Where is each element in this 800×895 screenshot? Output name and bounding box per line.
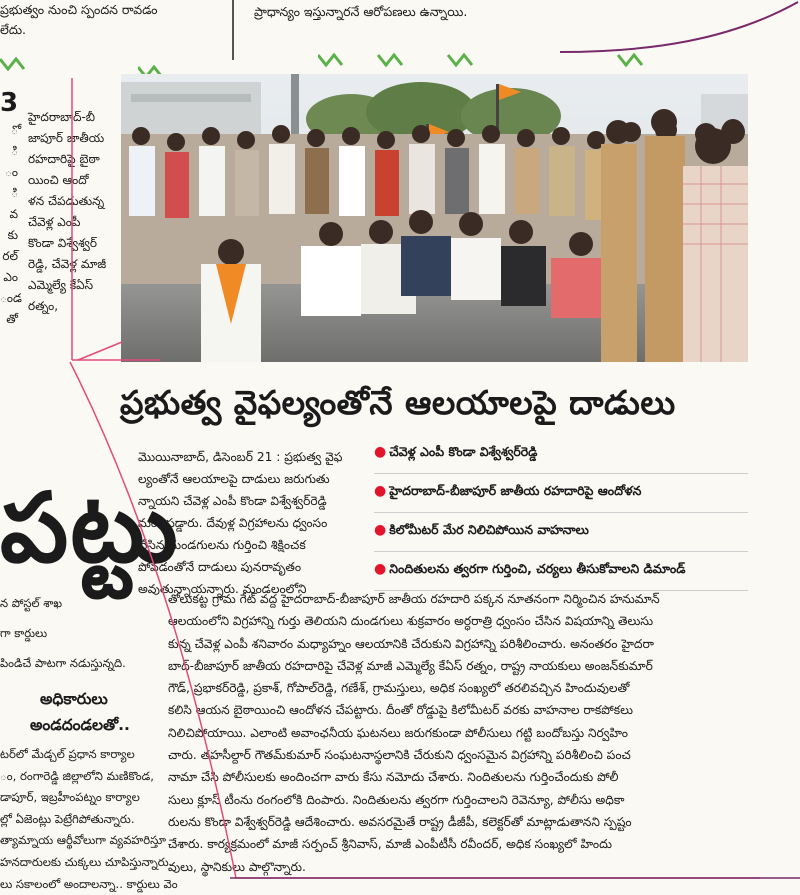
article-line: పోవడంతోనే దాడులు పునరావృతం (138, 560, 302, 574)
zigzag-icon (318, 53, 658, 67)
fragment: కు (7, 228, 18, 242)
left-text-ongoing: పిండిచే పాటగా నడుస్తున్నది. (0, 656, 126, 670)
article-line: మొయినాబాద్, డిసెంబర్ 21 : ప్రభుత్వ వైఫ (138, 450, 343, 464)
bullet-item (374, 518, 748, 552)
left-body-text (0, 744, 218, 895)
article-line: నిలిచిపోయాయి. ఎలాంటి అవాంఛనీయ ఘటనలు జరుగకుండా పోలీసులు గట్టి బందోబస్తు నిర్వహిం (168, 725, 628, 740)
fragment: ఎం (3, 270, 18, 284)
bullet-dot-icon: ● (374, 444, 387, 460)
bullet-item (374, 440, 748, 474)
zigzag-divider-left (0, 56, 30, 70)
bullet-dot-icon: ● (374, 483, 387, 499)
top-mid-text: ప్రాధాన్యం ఇస్తున్నారనే ఆరోపణలు ఉన్నాయి. (254, 4, 468, 19)
fragment: రల్ (2, 249, 18, 263)
caption-line: రెడ్డి, చేవెళ్ల మాజీ (28, 257, 107, 271)
article-line: చేసిన దుండగులను గుర్తించి శిక్షించక (138, 538, 306, 552)
protest-photo (121, 74, 748, 362)
left-text-cards: గా కార్డులు (0, 626, 48, 640)
article-line: వులు, స్థానికులు పాల్గొన్నారు. (168, 859, 306, 874)
fragment: ం (4, 165, 18, 179)
fragment: ి (11, 144, 18, 158)
left-big-headline: పట్టు (0, 472, 180, 584)
left-body-line: త్యామ్నాయ ఆర్థీవోలుగా వ్యవహరిస్తూ (0, 833, 167, 848)
bullet-text: హైదరాబాద్-బీజాపూర్ జాతీయ రహదారిపై ఆందోళన (389, 483, 642, 498)
left-column-fragments (0, 120, 22, 330)
photo-caption (28, 107, 116, 317)
article-line: రులను కొండా విశ్వేశ్వర్‌రెడ్డి ఆదేశించారు. అవసరమైతే రాష్ట్ర డీజీపీ, కలెక్టర్‌తో మాట్లాడుతానని స్పష్టం (168, 814, 632, 829)
caption-line: రహదారిపై బైఠా (28, 152, 100, 166)
left-body-line: ం, రంగారెడ్డి జిల్లాలోని మణికొండ, (0, 768, 154, 783)
bullet-item (374, 479, 748, 513)
left-subhead-officials: అధికారులు (40, 690, 108, 708)
left-subhead-support: అండదండలతో.. (30, 716, 130, 734)
bullet-dot-icon: ● (374, 522, 387, 538)
bullet-item (374, 557, 748, 591)
zigzag-divider-mid (318, 52, 658, 66)
article-line: మండిపడ్డారు. దేవుళ్ల విగ్రహాలను ధ్వంసం (138, 516, 328, 530)
article-line: బాద్-బీజాపూర్ జాతీయ రహదారిపై చేవెళ్ల మాజీ ఎమ్మెల్యే కేఏస్ రత్నం, రాష్ట్ర నాయకులు అంజన్‌కుమార్ (168, 658, 653, 673)
article-line: అవుతున్నాయన్నారు. మండలంలోని (138, 582, 307, 596)
fragment: ో (11, 123, 18, 137)
decorative-swoosh (560, 0, 800, 60)
left-body-line: డాపూర్, ఇబ్రహీంపట్నం కార్యాల (0, 790, 140, 805)
left-text-postal: న పోస్టల్ శాఖ (0, 596, 63, 610)
article-line: న్నాయని చేవెళ్ల ఎంపీ కొండా విశ్వేశ్వర్‌రెడ్డి (138, 494, 327, 508)
bullet-text: కిలోమీటర్ మేర నిలిచిపోయిన వాహనాలు (389, 522, 589, 537)
fragment: ి (11, 186, 18, 200)
bullet-text: చేవెళ్ల ఎంపీ కొండా విశ్వేశ్వర్‌రెడ్డి (389, 444, 538, 459)
left-body-line: లు సకాలంలో అందాలన్నా.. కార్డులు వెం (0, 876, 178, 891)
left-column-number: 3 (0, 88, 19, 118)
fragment: వ (9, 207, 18, 221)
article-line: గౌడ్, ప్రభాకర్‌రెడ్డి, ప్రకాశ్, గోపాల్‌రెడ్డి, గణేశ్, గ్రామస్తులు, అధిక సంఖ్యలో తరలివచ్చిన హిందువులతో (168, 681, 630, 696)
article-line: చేశారు. కార్యక్రమంలో మాజీ సర్పంచ్ శ్రీనివాస్, మాజీ ఎంపీటీసీ రవీందర్, అధిక సంఖ్యలో హిందు (168, 837, 612, 852)
caption-line: యించి ఆందో (28, 173, 89, 187)
article-body-lower (168, 588, 748, 878)
top-left-line: లేదు. (0, 22, 26, 37)
column-divider (232, 0, 234, 60)
top-left-line: ప్రభుత్వం నుంచి స్పందన రావడం (0, 2, 158, 17)
highlight-bullets (374, 440, 748, 596)
article-line: ఆలయంలోని విగ్రహాన్ని గుర్తు తెలియని దుండగులు శుక్రవారం అర్ధరాత్రి ధ్వంసం చేసిన విషయాన్ని తెలుసు (168, 614, 654, 629)
bullet-text: నిందితులను త్వరగా గుర్తించి, చర్యలు తీసుకోవాలని డిమాండ్ (389, 561, 686, 576)
fragment: తో (6, 312, 18, 326)
caption-line: ఎమ్మెల్యే కేఏస్ (28, 278, 94, 292)
headline: ప్రభుత్వ వైఫల్యంతోనే ఆలయాలపై దాడులు (120, 383, 676, 422)
caption-line: చేవెళ్ల ఎంపీ (28, 215, 81, 229)
caption-line: హైదరాబాద్-బీ (28, 110, 96, 124)
article-line: ల్యంతోనే ఆలయాలపై దాడులు జరుగుతు (138, 472, 330, 486)
caption-line: జాపూర్ జాతీయ (28, 131, 105, 145)
article-line: చారు. తహసీల్దార్ గౌతమ్‌కుమార్ సంఘటనాస్థలానికి చేరుకుని ధ్వంసమైన విగ్రహాన్ని పరిశీలించి పంచ (168, 748, 631, 763)
article-line: సులు క్లూస్ టీంను రంగంలోకి దింపారు. నిందితులను త్వరగా గుర్తించాలని రెవెన్యూ, పోలీసు అధికా (168, 792, 625, 807)
caption-line: రత్నం, (28, 299, 59, 313)
article-line: తోలుకట్ట గ్రామ గేట్ వద్ద హైదరాబాద్-బీజాపూర్ జాతీయ రహదారి పక్కన నూతనంగా నిర్మించిన హనుమాన్ (168, 592, 660, 606)
left-body-line: టర్‌లో మేడ్చల్ ప్రధాన కార్యాల (0, 747, 135, 761)
caption-line: కొండా విశ్వేశ్వర్ (28, 236, 97, 250)
caption-line: ళన చేపడుతున్న (28, 194, 105, 208)
left-body-line: ల్లో ఏజెంట్లు పెట్రేగిపోతున్నారు. (0, 811, 135, 826)
left-body-line: హనదారులకు చుక్కలు చూపిస్తున్నారు. (0, 854, 173, 869)
article-line: కున్న చేవెళ్ల ఎంపీ శనివారం మధ్యాహ్నం ఆలయానికి చేరుకుని విగ్రహాన్ని పరిశీలించారు. అనంతరం హైదరా (168, 636, 654, 651)
top-left-text (0, 0, 228, 40)
zigzag-icon (0, 57, 30, 71)
fragment: ండ (0, 291, 22, 305)
bullet-dot-icon: ● (374, 561, 387, 577)
article-line: కలిసి ఆయన బైఠాయించి ఆందోళన చేపట్టారు. దీంతో రోడ్డుపై కిలోమీటర్ వరకు వాహనాల రాకపోకలు (168, 703, 633, 718)
article-line: నామా చేసి పోలీసులకు అందించగా వారు కేసు నమోదు చేశారు. నిందితులను గుర్తించేందుకు పోలీ (168, 770, 619, 785)
